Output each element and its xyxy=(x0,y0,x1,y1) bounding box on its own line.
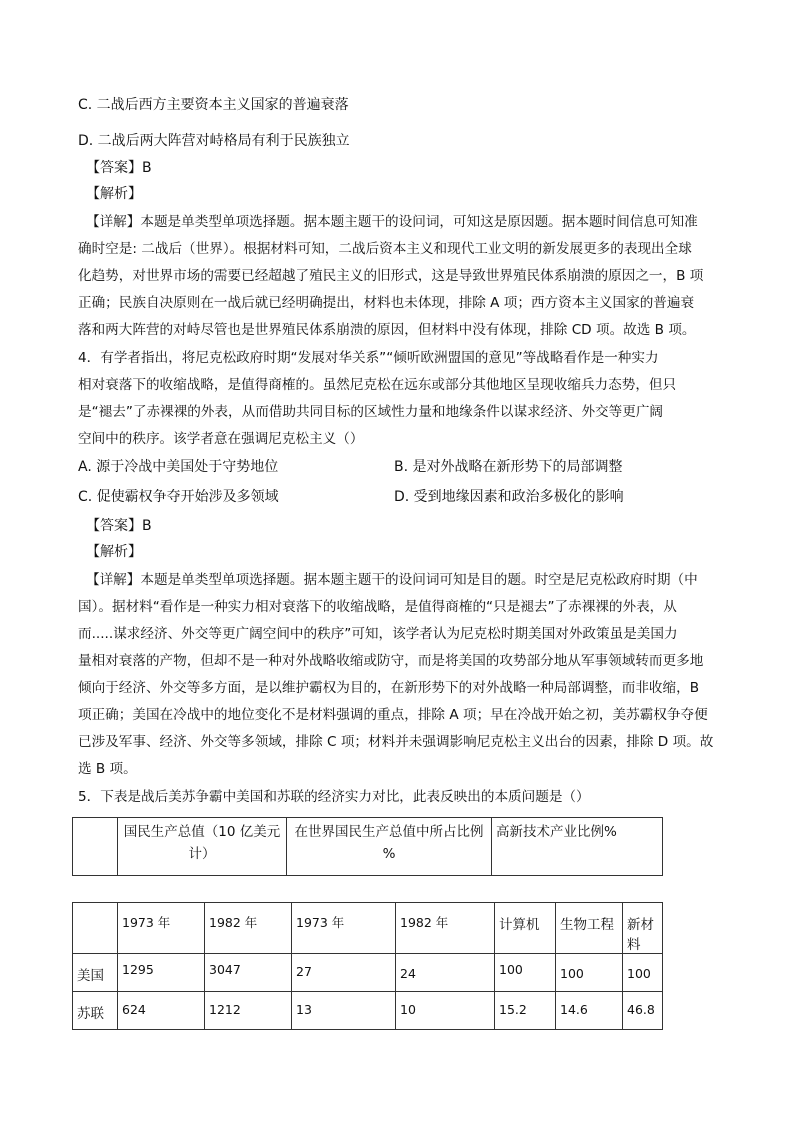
q4-stem-line: 相对衰落下的收缩战略，是值得商榷的。虽然尼克松在远东或部分其他地区呈现收缩兵力态势，但只 xyxy=(78,377,677,393)
table-cell: 100 xyxy=(623,954,663,992)
q4-stem-line: 4．有学者指出，将尼克松政府时期“发展对华关系”“倾听欧洲盟国的意见”等战略看作是一种实力 xyxy=(78,350,659,366)
table-header-row xyxy=(73,903,663,954)
table-cell: 14.6 xyxy=(556,992,623,1030)
q4-option-c: C. 促使霸权争夺开始涉及多领域 xyxy=(78,489,279,505)
table-cell: 27 xyxy=(292,954,396,992)
q4-detail-line: 倾向于经济、外交等多方面，是以维护霸权为目的，在新形势下的对外战略一种局部调整，而非收缩，B xyxy=(78,680,700,696)
table-row xyxy=(73,992,663,1030)
q5-header-gnp xyxy=(118,818,287,876)
q3-analysis-label: 【解析】 xyxy=(86,186,142,202)
table-header-cell: 新材料 xyxy=(623,903,663,954)
q5-data-table xyxy=(72,902,663,1030)
q3-option-d: D. 二战后两大阵营对峙格局有利于民族独立 xyxy=(78,133,350,149)
table-cell: 100 xyxy=(495,954,556,992)
table-row-label: 苏联 xyxy=(73,992,118,1030)
table-header-cell: 1982 年 xyxy=(396,903,495,954)
q3-option-c: C. 二战后西方主要资本主义国家的普遍衰落 xyxy=(78,97,349,113)
q4-detail-line: 量相对衰落的产物，但却不是一种对外战略收缩或防守，而是将美国的攻势部分地从军事领域转而更多地 xyxy=(78,653,704,669)
table-cell: 1295 xyxy=(118,954,205,992)
q5-header-gnp-line1: 国民生产总值（10 亿美元 xyxy=(123,824,281,840)
q4-detail-line: 项正确；美国在冷战中的地位变化不是材料强调的重点，排除 A 项；早在冷战开始之初，美苏霸权争夺便 xyxy=(78,707,708,723)
table-header-cell: 1973 年 xyxy=(292,903,396,954)
q5-header-gnp-line2: 计） xyxy=(188,846,216,862)
q4-detail-line: 而.....谋求经济、外交等更广阔空间中的秩序”可知，该学者认为尼克松时期美国对外政策虽是美国力 xyxy=(78,626,678,642)
q5-header-share-line1: 在世界国民生产总值中所占比例 xyxy=(294,824,484,840)
table-cell: 46.8 xyxy=(623,992,663,1030)
q3-detail-line: 化趋势，对世界市场的需要已经超越了殖民主义的旧形式，这是导致世界殖民体系崩溃的原因之一，B 项 xyxy=(78,268,704,284)
table-header-cell: 生物工程 xyxy=(556,903,623,954)
table-cell: 13 xyxy=(292,992,396,1030)
q5-header-tech: 高新技术产业比例% xyxy=(492,818,663,876)
q4-stem-line: 空间中的秩序。该学者意在强调尼克松主义（） xyxy=(78,431,364,447)
q4-stem-line: 是“褪去”了赤裸裸的外表，从而借助共同目标的区域性力量和地缘条件以谋求经济、外交等更广阔 xyxy=(78,404,664,420)
q4-detail-line: 国）。据材料“看作是一种实力相对衰落下的收缩战略，是值得商榷的“只是褪去”了赤裸裸的外表，从 xyxy=(78,599,677,615)
q3-detail-line: 正确；民族自决原则在一战后就已经明确提出，材料也未体现，排除 A 项；西方资本主义国家的普遍衰 xyxy=(78,295,695,311)
q3-detail-line: 【详解】本题是单类型单项选择题。据本题主题干的设问词，可知这是原因题。据本题时间信息可知准 xyxy=(86,214,698,230)
q4-analysis-label: 【解析】 xyxy=(86,544,142,560)
table-header-cell xyxy=(73,903,118,954)
q3-detail-line: 确时空是: 二战后（世界）。根据材料可知，二战后资本主义和现代工业文明的新发展更多的表现出全球 xyxy=(78,241,692,257)
q4-detail-line: 【详解】本题是单类型单项选择题。据本题主题干的设问词可知是目的题。时空是尼克松政府时期（中 xyxy=(86,572,698,588)
table-row-label: 美国 xyxy=(73,954,118,992)
q3-detail-line: 落和两大阵营的对峙尽管也是世界殖民体系崩溃的原因，但材料中没有体现，排除 CD 项。故选 B 项。 xyxy=(78,322,696,338)
q4-option-a: A. 源于冷战中美国处于守势地位 xyxy=(78,459,279,475)
table-cell: 100 xyxy=(556,954,623,992)
table-cell: 24 xyxy=(396,954,495,992)
q4-detail-line: 已涉及军事、经济、外交等多领域，排除 C 项；材料并未强调影响尼克松主义出台的因素，排除 D 项。故 xyxy=(78,734,714,750)
q4-option-b: B. 是对外战略在新形势下的局部调整 xyxy=(394,459,623,475)
q5-stem: 5．下表是战后美苏争霸中美国和苏联的经济实力对比，此表反映出的本质问题是（） xyxy=(78,789,590,805)
table-cell: 10 xyxy=(396,992,495,1030)
table-cell: 624 xyxy=(118,992,205,1030)
table-header-cell: 1982 年 xyxy=(205,903,292,954)
q4-answer: 【答案】B xyxy=(86,518,152,534)
table-header-cell: 计算机 xyxy=(495,903,556,954)
table-header-cell: 1973 年 xyxy=(118,903,205,954)
table-cell: 1212 xyxy=(205,992,292,1030)
table-row xyxy=(73,954,663,992)
q5-header-blank-cell xyxy=(73,818,118,876)
q5-header-share xyxy=(287,818,492,876)
q4-option-d: D. 受到地缘因素和政治多极化的影响 xyxy=(394,489,624,505)
q5-header-share-line2: % xyxy=(382,846,396,862)
q3-answer: 【答案】B xyxy=(86,160,152,176)
q5-header-table xyxy=(72,817,663,876)
table-cell: 3047 xyxy=(205,954,292,992)
q4-detail-line: 选 B 项。 xyxy=(78,761,137,777)
table-cell: 15.2 xyxy=(495,992,556,1030)
